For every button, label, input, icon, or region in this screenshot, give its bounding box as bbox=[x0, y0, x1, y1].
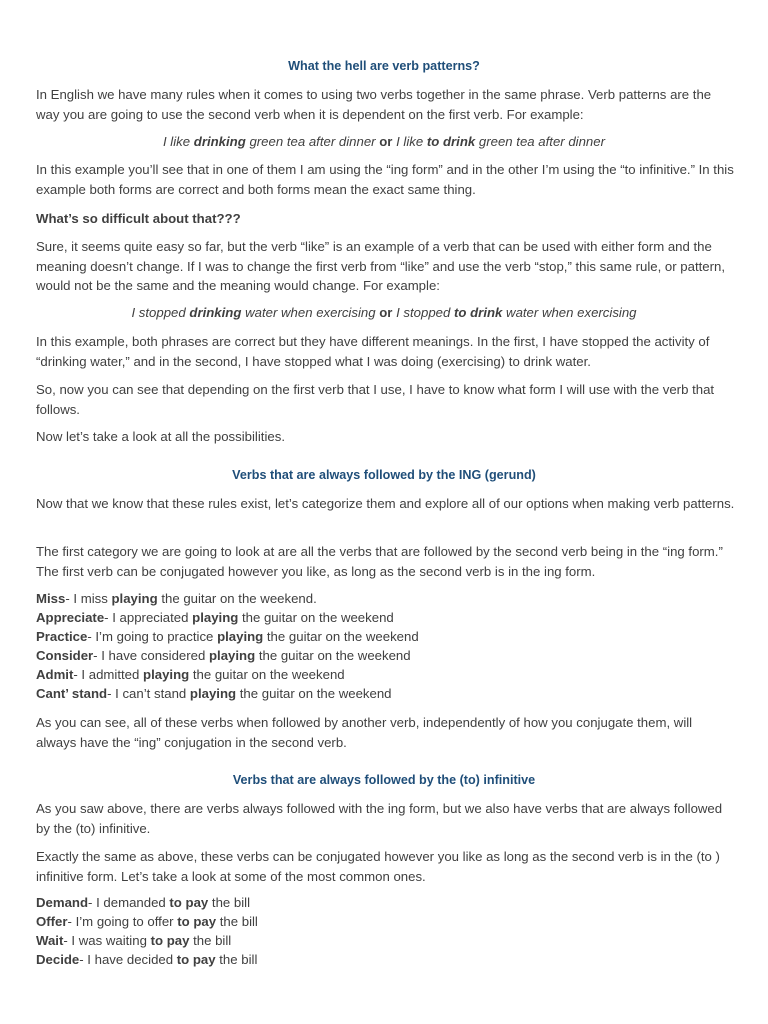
list-item: Consider- I have considered playing the guitar on the weekend bbox=[36, 647, 411, 663]
example-stop-a1: I stopped bbox=[131, 305, 190, 320]
list-item: Cant’ stand- I can’t stand playing the guitar on the weekend bbox=[36, 685, 392, 701]
ing-verb-list bbox=[36, 590, 736, 703]
list-item: Appreciate- I appreciated playing the guitar on the weekend bbox=[36, 609, 394, 625]
first-category-paragraph: The first category we are going to look at are all the verbs that are followed by the second verb being in the “ing form.” The first verb can be conjugated however you like, as long as the second verb is in the ing form. bbox=[36, 544, 723, 579]
categorize-paragraph: Now that we know that these rules exist, let’s categorize them and explore all of our options when making verb patterns. bbox=[36, 496, 735, 511]
example-like-b2: to drink bbox=[426, 134, 476, 149]
example-like-a2: drinking bbox=[193, 134, 246, 149]
example-stop-a2: drinking bbox=[189, 305, 242, 320]
example-like-b3: green tea after dinner bbox=[475, 134, 605, 149]
list-item: Admit- I admitted playing the guitar on the weekend bbox=[36, 666, 345, 682]
common-ones-paragraph: Exactly the same as above, these verbs can be conjugated however you like as long as the second verb is in the (to ) infinitive form. Let’s take a look at some of the most common ones. bbox=[36, 849, 720, 884]
list-item: Demand- I demanded to pay the bill bbox=[36, 895, 251, 910]
example-like-a3: green tea after dinner bbox=[245, 134, 380, 149]
example-like-b1: I like bbox=[392, 134, 427, 149]
example-stop-a3: water when exercising bbox=[241, 305, 380, 320]
intro-paragraph: In English we have many rules when it comes to using two verbs together in the same phrase. Verb patterns are the way you are going to use the second verb when it is dependent on the first verb. For example: bbox=[36, 87, 712, 122]
to-verb-list bbox=[36, 894, 736, 970]
example-like bbox=[0, 132, 768, 152]
example-stop-b3: water when exercising bbox=[502, 305, 637, 320]
list-item: Wait- I was waiting to pay the bill bbox=[36, 932, 232, 948]
list-item: Miss- I miss playing the guitar on the weekend. bbox=[36, 591, 317, 606]
example-like-or: or bbox=[379, 134, 393, 149]
depending-verb-paragraph: So, now you can see that depending on the first verb that I use, I have to know what form I will use with the verb that follows. bbox=[36, 382, 715, 417]
ing-summary-paragraph: As you can see, all of these verbs when followed by another verb, independently of how you conjugate them, will always have the “ing” conjugation in the second verb. bbox=[36, 715, 693, 750]
different-meanings-paragraph: In this example, both phrases are correct but they have different meanings. In the first, I have stopped the activity of “drinking water,” and in the second, I have stopped what I was doing (exercising) to drink water. bbox=[36, 334, 710, 369]
ing-section-heading: Verbs that are always followed by the ING (gerund) bbox=[232, 468, 536, 482]
example-stop bbox=[0, 303, 768, 323]
list-item: Decide- I have decided to pay the bill bbox=[36, 951, 258, 967]
difficulty-subheading: What’s so difficult about that??? bbox=[36, 211, 241, 226]
like-vs-stop-paragraph: Sure, it seems quite easy so far, but the verb “like” is an example of a verb that can be used with either form and the meaning doesn’t change. If I was to change the first verb from “like” and use the verb “stop,” this same rule, or pattern, would not be the same and the meaning would change. For example: bbox=[36, 239, 726, 293]
example-stop-b1: I stopped bbox=[392, 305, 455, 320]
example-like-a1: I like bbox=[162, 134, 194, 149]
possibilities-paragraph: Now let’s take a look at all the possibilities. bbox=[36, 429, 285, 444]
example-stop-or: or bbox=[379, 305, 393, 320]
list-item: Practice- I’m going to practice playing the guitar on the weekend bbox=[36, 628, 419, 644]
list-item: Offer- I’m going to offer to pay the bill bbox=[36, 913, 258, 929]
page-title: What the hell are verb patterns? bbox=[288, 59, 480, 73]
example-stop-b2: to drink bbox=[454, 305, 503, 320]
forms-explanation-paragraph: In this example you’ll see that in one of them I am using the “ing form” and in the other I’m using the “to infinitive.” In this example both forms are correct and both forms mean the exact same thing. bbox=[36, 162, 734, 197]
to-infinitive-section-heading: Verbs that are always followed by the (to) infinitive bbox=[232, 773, 536, 787]
infinitive-intro-paragraph: As you saw above, there are verbs always followed with the ing form, but we also have verbs that are always followed by the (to) infinitive. bbox=[36, 801, 723, 836]
